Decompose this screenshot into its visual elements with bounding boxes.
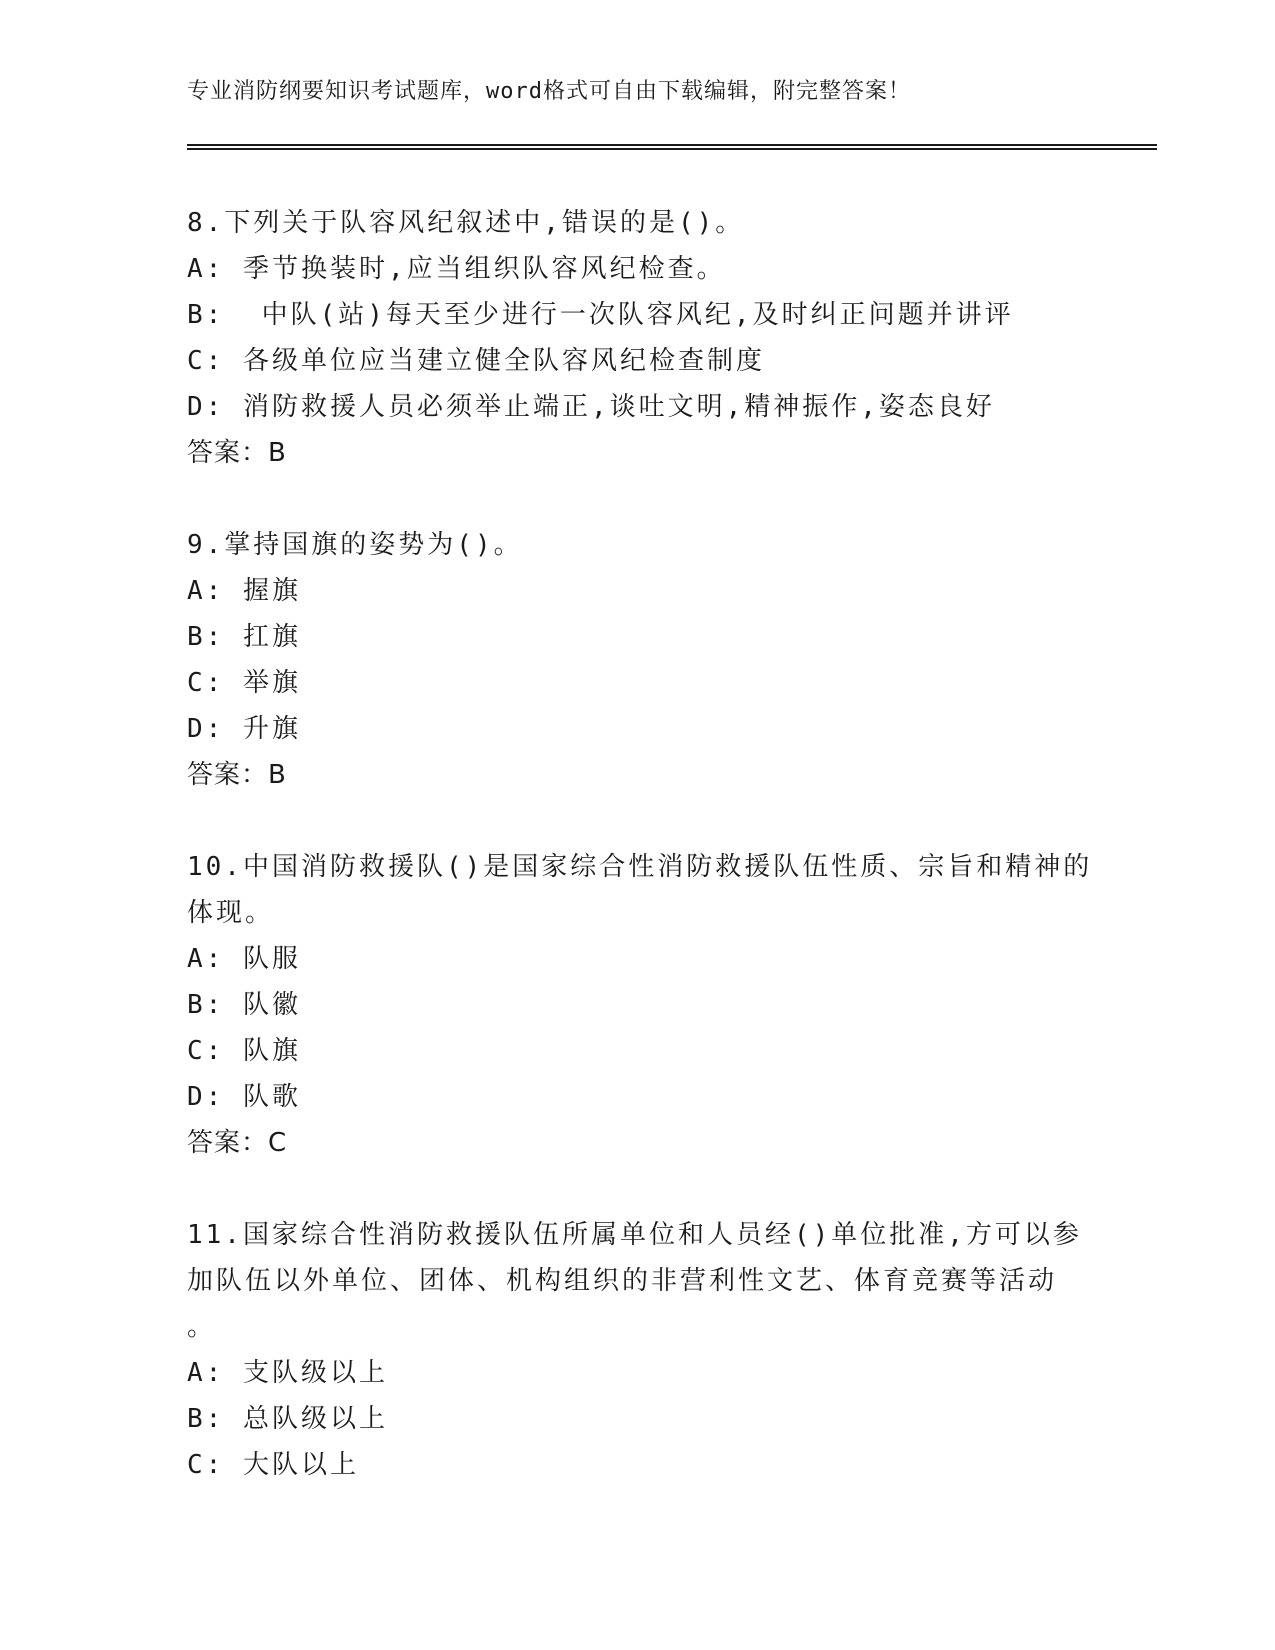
header-divider [187,144,1157,150]
option-b: B: 队徽 [187,990,301,1020]
option-a: A: 握旗 [187,576,301,606]
question-stem: 8.下列关于队容风纪叙述中,错误的是()。 [187,208,745,238]
question-10 [187,844,1093,1166]
question-stem-line-1: 11.国家综合性消防救援队伍所属单位和人员经()单位批准,方可以参 [187,1220,1082,1250]
answer-line: 答案：C [187,1128,288,1158]
question-8 [187,200,1087,476]
question-11 [187,1212,1087,1488]
option-b: B: 中队(站)每天至少进行一次队容风纪,及时纠正问题并讲评 [187,300,1014,330]
option-a: A: 季节换装时,应当组织队容风纪检查。 [187,254,726,284]
question-stem-line-1: 10.中国消防救援队()是国家综合性消防救援队伍性质、宗旨和精神的 [187,852,1093,882]
option-d: D: 队歌 [187,1082,301,1112]
question-9 [187,522,1087,798]
option-b: B: 扛旗 [187,622,301,652]
question-list [187,200,1093,1534]
option-c: C: 队旗 [187,1036,301,1066]
option-a: A: 支队级以上 [187,1358,388,1388]
answer-line: 答案：B [187,438,287,468]
option-b: B: 总队级以上 [187,1404,388,1434]
answer-line: 答案：B [187,760,287,790]
question-stem-line-2: 加队伍以外单位、团体、机构组织的非营利性文艺、体育竞赛等活动 [187,1266,1058,1296]
option-d: D: 升旗 [187,714,301,744]
question-stem: 9.掌持国旗的姿势为()。 [187,530,523,560]
option-c: C: 大队以上 [187,1450,359,1480]
question-stem-line-3: 。 [187,1312,217,1342]
question-stem-line-2: 体现。 [187,898,275,928]
option-c: C: 各级单位应当建立健全队容风纪检查制度 [187,346,765,376]
option-d: D: 消防救援人员必须举止端正,谈吐文明,精神振作,姿态良好 [187,392,995,422]
option-a: A: 队服 [187,944,301,974]
option-c: C: 举旗 [187,668,301,698]
page-header: 专业消防纲要知识考试题库，word格式可自由下载编辑，附完整答案！ [187,79,911,104]
